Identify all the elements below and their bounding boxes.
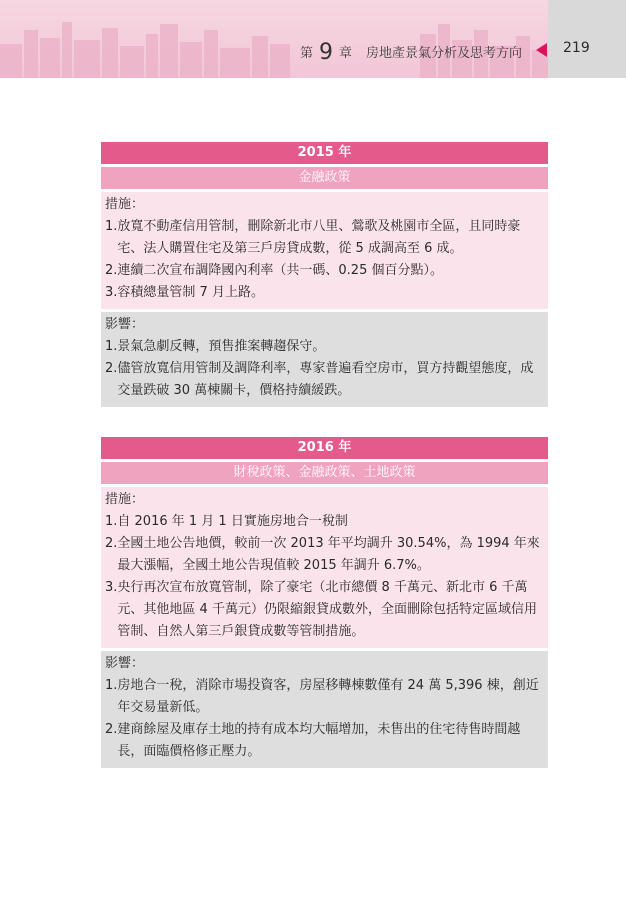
chapter-suffix: 章 xyxy=(339,46,353,61)
list-item: 2. 全國土地公告地價，較前一次 2013 年平均調升 30.54%，為 1994 年來最大漲幅，全國土地公告現值較 2015 年調升 6.7%。 xyxy=(105,536,540,573)
measures-title: 措施： xyxy=(105,197,145,212)
list-item: 3. 容積總量管制 7 月上路。 xyxy=(105,285,264,300)
chapter-number: 9 xyxy=(319,40,334,65)
chapter-title: 房地產景氣分析及思考方向 xyxy=(366,46,523,61)
list-item: 1. 景氣急劇反轉，預售推案轉趨保守。 xyxy=(105,339,326,354)
page-marker-arrow-icon xyxy=(536,43,547,57)
list-item: 1. 放寬不動產信用管制，刪除新北市八里、鶯歌及桃園市全區，且同時豪宅、法人購置住宅及第三戶房貸成數，從 5 成調高至 6 成。 xyxy=(105,219,521,256)
impact-title: 影響： xyxy=(105,656,145,671)
policy-heading: 財稅政策、金融政策、土地政策 xyxy=(101,462,548,484)
policy-heading: 金融政策 xyxy=(101,167,548,189)
list-item: 3. 央行再次宣布放寬管制，除了豪宅（北市總價 8 千萬元、新北市 6 千萬元、其他地區 4 千萬元）仍限縮銀貸成數外，全面刪除包括特定區域信用管制、自然人第三戶銀貸成數等管制措施。 xyxy=(105,580,537,639)
chapter-header-banner xyxy=(0,0,548,78)
section-2016 xyxy=(101,437,548,768)
year-heading: 2015 年 xyxy=(101,142,548,164)
list-item: 2. 建商餘屋及庫存土地的持有成本均大幅增加，未售出的住宅待售時間越長，面臨價格修正壓力。 xyxy=(105,722,521,759)
measures-title: 措施： xyxy=(105,492,145,507)
list-item: 1. 自 2016 年 1 月 1 日實施房地合一稅制 xyxy=(105,514,348,529)
measures-block xyxy=(101,487,548,648)
section-2015 xyxy=(101,142,548,407)
list-item: 1. 房地合一稅，消除市場投資客，房屋移轉棟數僅有 24 萬 5,396 棟，創近年交易量新低。 xyxy=(105,678,539,715)
list-item: 2. 連續二次宣布調降國內利率（共一碼、0.25 個百分點）。 xyxy=(105,263,443,278)
year-heading: 2016 年 xyxy=(101,437,548,459)
page-number: 219 xyxy=(563,40,590,56)
list-item: 2. 儘管放寬信用管制及調降利率，專家普遍看空房市，買方持觀望態度，成交量跌破 30 萬棟關卡，價格持續緩跌。 xyxy=(105,361,534,398)
chapter-heading xyxy=(300,38,522,66)
impact-block xyxy=(101,312,548,407)
impact-block xyxy=(101,651,548,768)
measures-block xyxy=(101,192,548,309)
chapter-prefix: 第 xyxy=(300,46,314,61)
impact-title: 影響： xyxy=(105,317,145,332)
page-number-tab xyxy=(548,0,626,78)
